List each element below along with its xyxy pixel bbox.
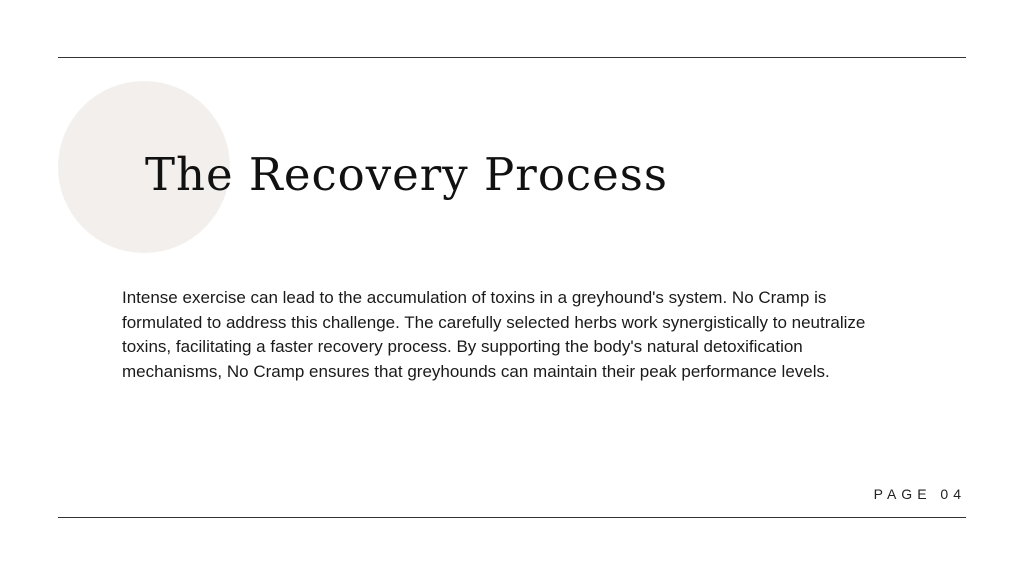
page-number-label: PAGE 04 [873,486,966,502]
slide-title: The Recovery Process [145,148,668,201]
top-divider [58,57,966,58]
slide-body-text: Intense exercise can lead to the accumulation of toxins in a greyhound's system. No Cramp is formulated to address this challenge. The carefully selected herbs work synergistically to neutralize toxins, facilitating a faster recovery process. By supporting the body's natural detoxification mechanisms, No Cramp ensures that greyhounds can maintain their peak performance levels. [122,288,866,381]
bottom-divider [58,517,966,518]
